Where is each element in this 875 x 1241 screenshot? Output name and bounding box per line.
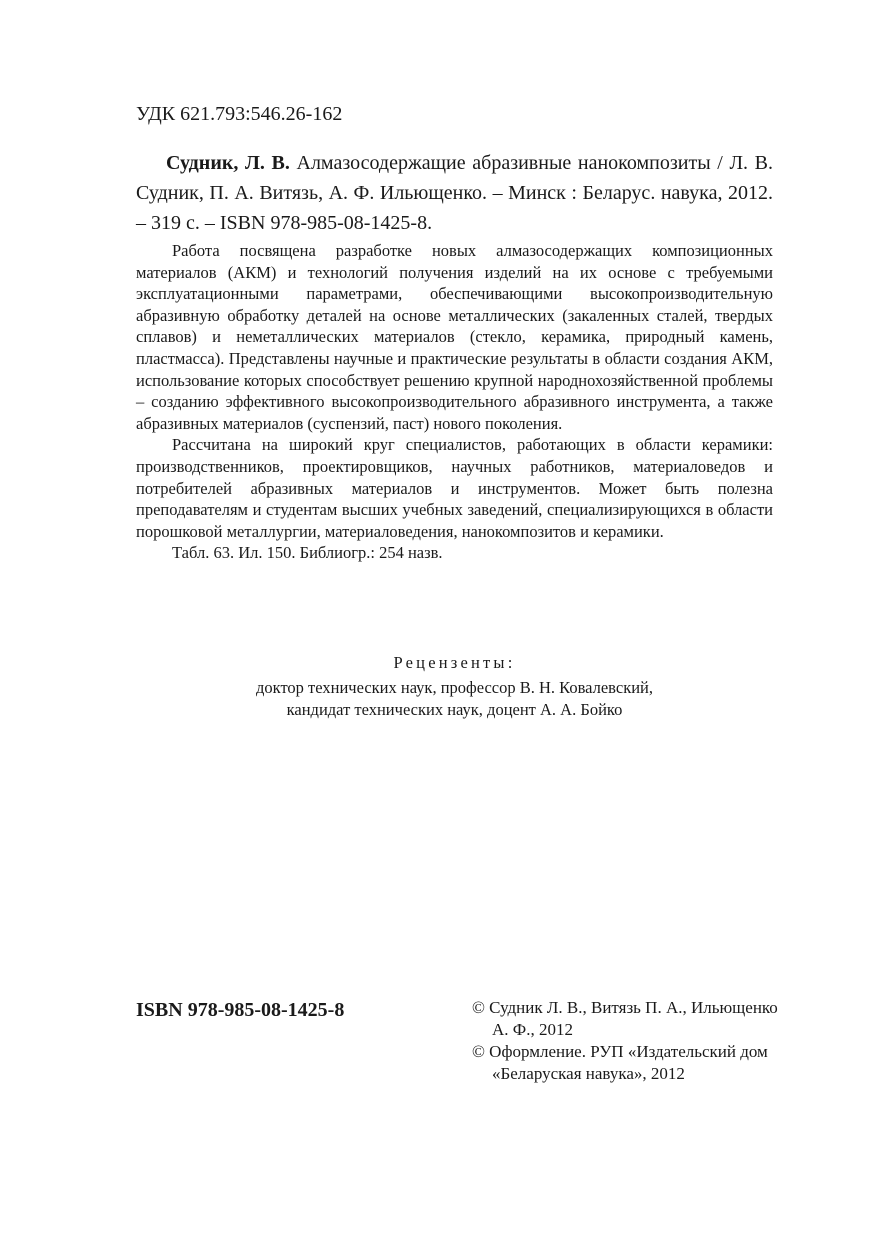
bibliographic-description: Алмазосодержащие абразивные нанокомпозиты / Л. В. Судник, П. А. Витязь, А. Ф. Ильющенко. – Минск : Беларус. навука, 2012. – 319 с. – ISBN 978-985-08-1425-8. [136, 152, 773, 234]
copyright-design: © Оформление. РУП «Издательский дом «Беларуская навука», 2012 [472, 1042, 768, 1083]
bibliographic-record [136, 148, 773, 238]
isbn-number: ISBN 978-985-08-1425-8 [136, 999, 345, 1021]
abstract-paragraph: Рассчитана на широкий круг специалистов, работающих в области керамики: производственников, проектировщиков, научных работников, материаловедов и потребителей абразивных материалов и инструментов. Может быть полезна преподавателям и студентам высших учебных заведений, специализирующихся в области порошковой металлургии, материаловедения, нанокомпозитов и керамики. [136, 435, 773, 541]
udk-code: УДК 621.793:546.26-162 [136, 103, 343, 125]
abstract [136, 240, 773, 564]
reviewer-line: доктор технических наук, профессор В. Н. Ковалевский, [256, 678, 653, 697]
reviewer-line: кандидат технических наук, доцент А. А. Бойко [286, 700, 623, 719]
reviewers-title: Рецензенты: [393, 653, 516, 672]
copyright-authors: © Судник Л. В., Витязь П. А., Ильющенко А. Ф., 2012 [472, 998, 778, 1039]
abstract-paragraph: Работа посвящена разработке новых алмазосодержащих композиционных материалов (АКМ) и технологий получения изделий на их основе с требуемыми эксплуатационными параметрами, обеспечивающими высокопроизводительную абразивную обработку деталей на основе металлических (закаленных сталей, твердых сплавов) и неметаллических материалов (стекло, керамика, природный камень, пластмасса). Представлены научные и практические результаты в области создания АКМ, использование которых способствует решению крупной народнохозяйственной проблемы – созданию эффективного высокопроизводительного абразивного инструмента, а также абразивных материалов (суспензий, паст) нового поколения. [136, 241, 773, 433]
copyright-block [472, 997, 792, 1085]
reviewers-block [136, 652, 773, 721]
bibliographic-author: Судник, Л. В. [166, 152, 290, 174]
abstract-stats: Табл. 63. Ил. 150. Библиогр.: 254 назв. [172, 543, 443, 563]
